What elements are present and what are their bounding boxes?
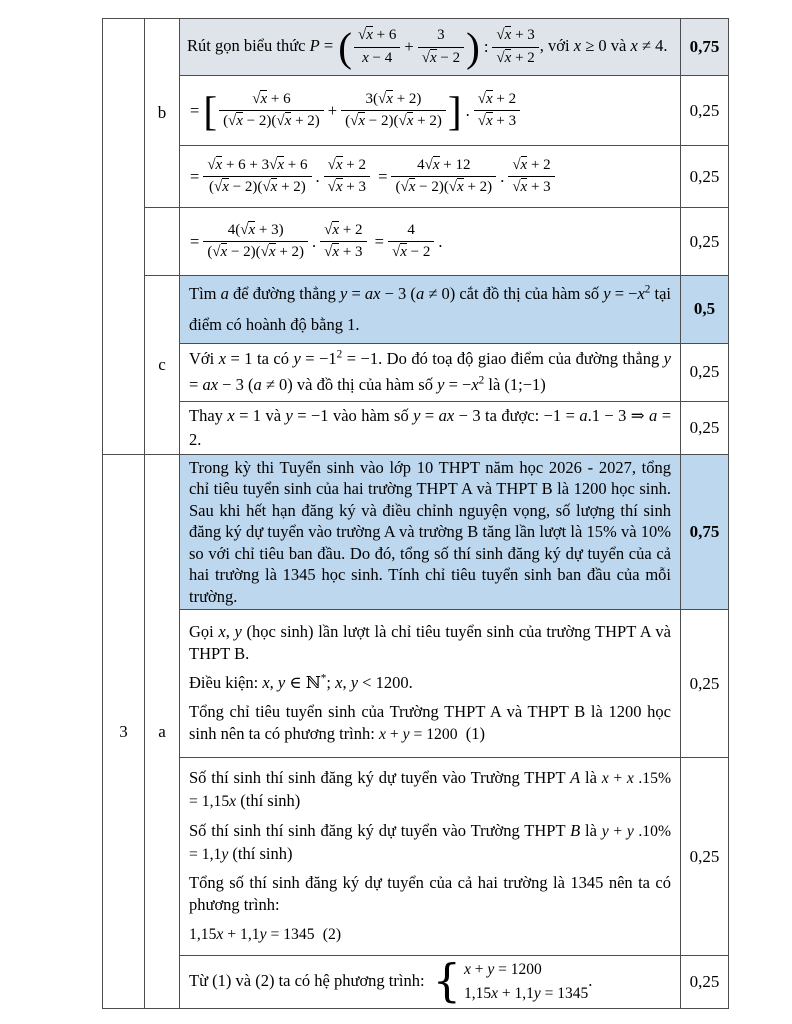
score-cell: 0,25 <box>681 610 729 758</box>
problem-statement-c: Tìm a để đường thẳng y = ax − 3 (a ≠ 0) cắt đồ thị của hàm số $y = -x^2$ tại điểm có hoành độ bằng 1. <box>180 276 681 344</box>
table-row <box>103 343 729 401</box>
solution-step: Gọi x, y (học sinh) lần lượt là chỉ tiêu tuyển sinh của trường THPT A và THPT B. Điều kiện: x, y ∈ ℕ*; x, y < 1200. Tổng chỉ tiêu tuyển sinh của Trường THPT A và THPT B là 1200 học sinh nên ta có phương trình: x + y = 1200 (1) <box>180 610 681 758</box>
problem-statement-b: Rút gọn biểu thức P = ( $\frac{√x + 6}{x - 4}$ + $\frac{3}{√x - 2}$ ) : $\frac{√x + 3}{√x + 2}$ , với x ≥ 0 và x ≠ 4. <box>180 19 681 76</box>
table-row <box>103 19 729 76</box>
table-row <box>103 758 729 956</box>
solution-step: =[ $\frac{√x + 6}{(√x - 2)(√x + 2)}$ + $\frac{3(√x + 2)}{(√x - 2)(√x + 2)}$ ] . $\frac{√x + 2}{√x + 3}$ <box>180 76 681 146</box>
score-cell: 0,25 <box>681 208 729 276</box>
table-row <box>103 276 729 344</box>
score-cell: 0,75 <box>681 19 729 76</box>
solution-step: Từ (1) và (2) ta có hệ phương trình: { x + y = 1200 1,15x + 1,1y = 1345 . <box>180 956 681 1009</box>
solution-step: Số thí sinh thí sinh đăng ký dự tuyển vào Trường THPT A là x + x .15% = 1,15x (thí sinh) Số thí sinh thí sinh đăng ký dự tuyển vào Trường THPT B là y + y .10% = 1,1y (thí sinh) Tổng số thí sinh đăng ký dự tuyển của cả hai trường là 1345 nên ta có phương trình: 1,15x + 1,1y = 1345 (2) <box>180 758 681 956</box>
score-cell: 0,25 <box>681 956 729 1009</box>
score-cell: 0,5 <box>681 276 729 344</box>
score-cell: 0,25 <box>681 758 729 956</box>
score-cell: 0,25 <box>681 402 729 455</box>
score-cell: 0,25 <box>681 76 729 146</box>
table-row <box>103 956 729 1009</box>
table-row <box>103 454 729 609</box>
solution-step: = $\frac{√x + 6 + 3√x + 6}{(√x - 2)(√x + 2)}$ . $\frac{√x + 2}{√x + 3}$ = $\frac{4√x + 12}{(√x - 2)(√x + 2)}$ . $\frac{√x + 2}{√x + 3}$ <box>180 146 681 208</box>
solution-step: Với x = 1 ta có $y = -1^2 = -1$. Do đó toạ độ giao điểm của đường thẳng y = ax − 3 (a ≠ 0) và đồ thị của hàm số $y = -x^2$ là (1;−1) <box>180 343 681 401</box>
part-label-empty <box>145 208 180 276</box>
score-cell: 0,75 <box>681 454 729 609</box>
table-row <box>103 208 729 276</box>
table-row <box>103 610 729 758</box>
solution-step: = $\frac{4(√x + 3)}{(√x - 2)(√x + 2)}$ . $\frac{√x + 2}{√x + 3}$ = $\frac{4}{√x - 2}$ . <box>180 208 681 276</box>
table-row <box>103 402 729 455</box>
table-row <box>103 76 729 146</box>
answer-key-table <box>102 18 729 1009</box>
part-label-c: c <box>145 276 180 455</box>
question-number-cell: 3 <box>103 454 145 1008</box>
solution-step: Thay x = 1 và y = −1 vào hàm số y = ax − 3 ta được: −1 = a.1 − 3 ⇒ a = 2. <box>180 402 681 455</box>
score-cell: 0,25 <box>681 146 729 208</box>
problem-statement-3: Trong kỳ thi Tuyển sinh vào lớp 10 THPT năm học 2026 - 2027, tổng chỉ tiêu tuyển sinh của hai trường THPT A và THPT B là 1200 học sinh. Sau khi hết hạn đăng ký và điều chỉnh nguyện vọng, số lượng thí sinh đăng ký dự tuyển vào trường A và trường B tăng lần lượt là 15% và 10% so với chỉ tiêu ban đầu. Do đó, tổng số thí sinh đăng ký dự tuyển của cả hai trường là 1345 học sinh. Tính chỉ tiêu tuyển sinh ban đầu của mỗi trường. <box>180 454 681 609</box>
part-label-a: a <box>145 454 180 1008</box>
question-number-cell-empty <box>103 19 145 455</box>
table-row <box>103 146 729 208</box>
part-label-b: b <box>145 19 180 208</box>
score-cell: 0,25 <box>681 343 729 401</box>
